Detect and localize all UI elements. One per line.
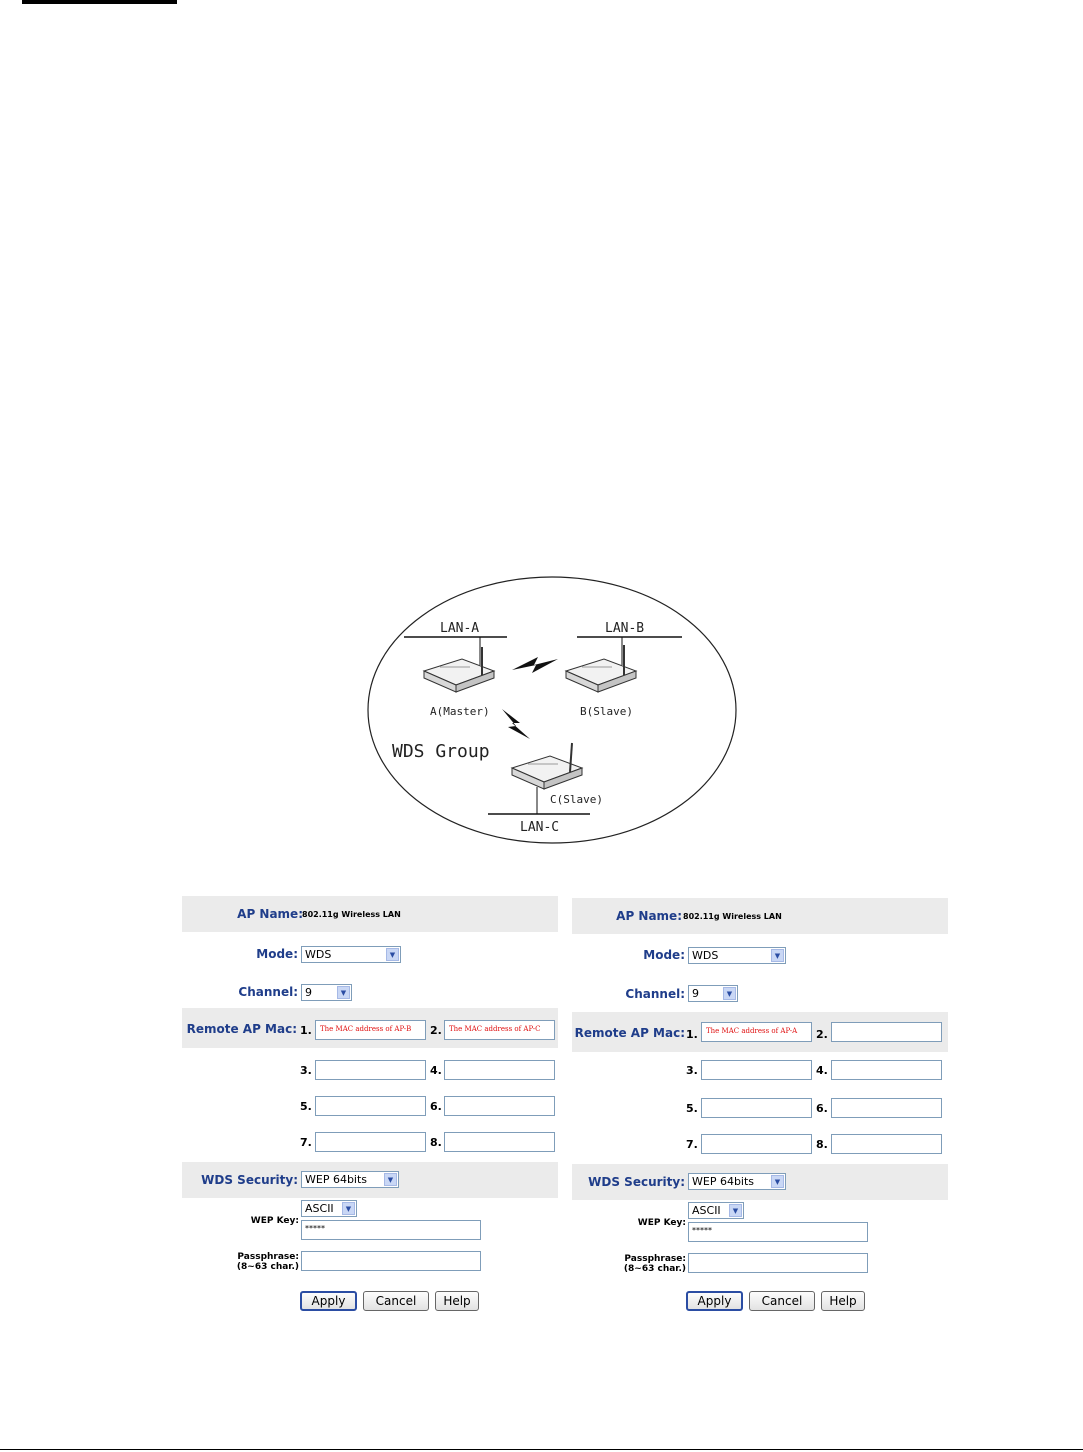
passphrase-input[interactable] bbox=[688, 1253, 868, 1273]
mode-label: Mode: bbox=[643, 948, 685, 962]
cancel-button[interactable]: Cancel bbox=[749, 1291, 815, 1311]
ap-c-label: C(Slave) bbox=[550, 793, 603, 806]
passphrase-hint: (8~63 char.) bbox=[236, 1262, 299, 1272]
chevron-down-icon: ▼ bbox=[729, 1204, 742, 1217]
wds-security-label: WDS Security: bbox=[201, 1173, 298, 1187]
remote-mac-input-8[interactable] bbox=[831, 1134, 942, 1154]
mac-number: 1. bbox=[686, 1028, 698, 1041]
remote-ap-mac-label: Remote AP Mac: bbox=[186, 1022, 297, 1036]
chevron-down-icon: ▼ bbox=[342, 1202, 355, 1215]
mode-select[interactable] bbox=[688, 947, 786, 964]
wep-format-select[interactable] bbox=[301, 1200, 357, 1217]
mac-number: 2. bbox=[816, 1028, 828, 1041]
ap-name-label: AP Name: bbox=[616, 909, 682, 923]
wds-config-panel-right bbox=[572, 896, 948, 1316]
chevron-down-icon: ▼ bbox=[384, 1173, 397, 1186]
ap-name-label: AP Name: bbox=[237, 907, 303, 921]
remote-mac-input-6[interactable] bbox=[444, 1096, 555, 1116]
mac-number: 7. bbox=[686, 1138, 698, 1151]
mac-number: 6. bbox=[816, 1102, 828, 1115]
wep-format-value: ASCII bbox=[305, 1202, 334, 1215]
remote-mac-input-3[interactable] bbox=[315, 1060, 426, 1080]
channel-label: Channel: bbox=[625, 987, 685, 1001]
apply-button[interactable]: Apply bbox=[686, 1291, 743, 1311]
remote-mac-input-7[interactable] bbox=[315, 1132, 426, 1152]
lightning-icon bbox=[502, 709, 530, 739]
wds-config-panel-left bbox=[182, 896, 558, 1316]
remote-mac-input-1[interactable] bbox=[701, 1022, 812, 1042]
channel-label: Channel: bbox=[238, 985, 298, 999]
wep-key-value: ***** bbox=[692, 1226, 712, 1235]
router-icon bbox=[566, 645, 636, 692]
mac-number: 2. bbox=[430, 1024, 442, 1037]
mac-number: 8. bbox=[430, 1136, 442, 1149]
wds-security-select[interactable] bbox=[301, 1171, 399, 1188]
security-value: WEP 64bits bbox=[305, 1173, 368, 1186]
mac-number: 6. bbox=[430, 1100, 442, 1113]
chevron-down-icon: ▼ bbox=[771, 949, 784, 962]
remote-mac-value: The MAC address of AP-A bbox=[706, 1027, 798, 1035]
remote-mac-input-7[interactable] bbox=[701, 1134, 812, 1154]
wep-key-input[interactable] bbox=[688, 1222, 868, 1242]
lan-c-label: LAN-C bbox=[520, 820, 560, 835]
ap-name-value: 802.11g Wireless LAN bbox=[302, 910, 401, 919]
channel-value: 9 bbox=[692, 987, 699, 1000]
wep-key-value: ***** bbox=[305, 1224, 325, 1233]
wds-security-label: WDS Security: bbox=[588, 1175, 685, 1189]
passphrase-label: Passphrase: bbox=[624, 1254, 686, 1264]
mac-number: 8. bbox=[816, 1138, 828, 1151]
ap-a-label: A(Master) bbox=[430, 705, 490, 718]
remote-mac-input-3[interactable] bbox=[701, 1060, 812, 1080]
channel-value: 9 bbox=[305, 986, 312, 999]
remote-ap-mac-label: Remote AP Mac: bbox=[574, 1026, 685, 1040]
ap-b-label: B(Slave) bbox=[580, 705, 633, 718]
help-button[interactable]: Help bbox=[435, 1291, 479, 1311]
wep-format-select[interactable] bbox=[688, 1202, 744, 1219]
wds-group-label: WDS Group bbox=[392, 741, 490, 762]
wep-key-label: WEP Key: bbox=[637, 1218, 686, 1228]
remote-mac-value: The MAC address of AP-B bbox=[320, 1025, 412, 1033]
remote-mac-input-8[interactable] bbox=[444, 1132, 555, 1152]
mode-value: WDS bbox=[692, 949, 719, 962]
footer-rule bbox=[0, 1449, 1083, 1450]
mac-number: 1. bbox=[300, 1024, 312, 1037]
router-icon bbox=[512, 743, 582, 789]
mac-number: 5. bbox=[686, 1102, 698, 1115]
remote-mac-input-6[interactable] bbox=[831, 1098, 942, 1118]
mode-label: Mode: bbox=[256, 947, 298, 961]
apply-button[interactable]: Apply bbox=[300, 1291, 357, 1311]
chevron-down-icon: ▼ bbox=[723, 987, 736, 1000]
channel-select[interactable] bbox=[301, 984, 352, 1001]
lan-b-label: LAN-B bbox=[605, 621, 645, 636]
mac-number: 4. bbox=[816, 1064, 828, 1077]
wep-key-input[interactable] bbox=[301, 1220, 481, 1240]
passphrase-hint: (8~63 char.) bbox=[623, 1264, 686, 1274]
ap-name-value: 802.11g Wireless LAN bbox=[683, 912, 782, 921]
mac-number: 7. bbox=[300, 1136, 312, 1149]
header-rule bbox=[22, 0, 177, 4]
mode-value: WDS bbox=[305, 948, 332, 961]
mac-number: 5. bbox=[300, 1100, 312, 1113]
remote-mac-input-2[interactable] bbox=[444, 1020, 555, 1040]
passphrase-input[interactable] bbox=[301, 1251, 481, 1271]
chevron-down-icon: ▼ bbox=[337, 986, 350, 999]
mac-number: 3. bbox=[300, 1064, 312, 1077]
chevron-down-icon: ▼ bbox=[386, 948, 399, 961]
remote-mac-input-5[interactable] bbox=[701, 1098, 812, 1118]
help-button[interactable]: Help bbox=[821, 1291, 865, 1311]
lightning-icon bbox=[512, 657, 558, 673]
mac-number: 4. bbox=[430, 1064, 442, 1077]
chevron-down-icon: ▼ bbox=[771, 1175, 784, 1188]
remote-mac-input-2[interactable] bbox=[831, 1022, 942, 1042]
remote-mac-input-5[interactable] bbox=[315, 1096, 426, 1116]
wep-format-value: ASCII bbox=[692, 1204, 721, 1217]
wds-security-select[interactable] bbox=[688, 1173, 786, 1190]
router-icon bbox=[424, 647, 494, 692]
cancel-button[interactable]: Cancel bbox=[363, 1291, 429, 1311]
mac-number: 3. bbox=[686, 1064, 698, 1077]
lan-a-label: LAN-A bbox=[440, 621, 480, 636]
mode-select[interactable] bbox=[301, 946, 401, 963]
security-value: WEP 64bits bbox=[692, 1175, 755, 1188]
passphrase-label: Passphrase: bbox=[237, 1252, 299, 1262]
remote-mac-input-4[interactable] bbox=[831, 1060, 942, 1080]
channel-select[interactable] bbox=[688, 985, 738, 1002]
remote-mac-input-4[interactable] bbox=[444, 1060, 555, 1080]
remote-mac-input-1[interactable] bbox=[315, 1020, 426, 1040]
remote-mac-value: The MAC address of AP-C bbox=[449, 1025, 541, 1033]
wds-diagram bbox=[362, 575, 742, 845]
wep-key-label: WEP Key: bbox=[250, 1216, 299, 1226]
